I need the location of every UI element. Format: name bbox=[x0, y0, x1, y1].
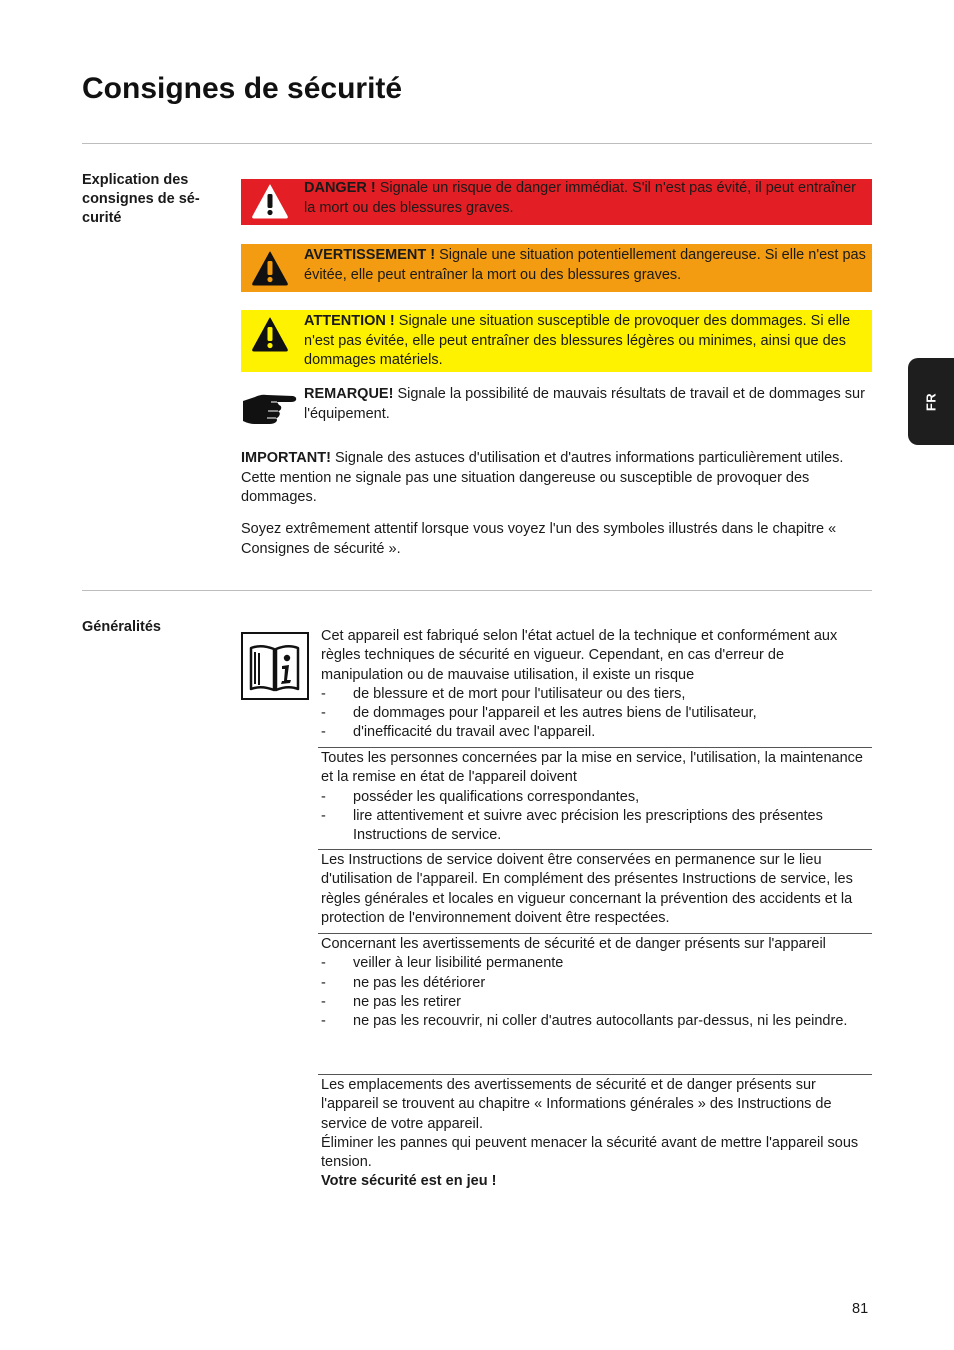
generalites-intro: Cet appareil est fabriqué selon l'état actuel de la technique et conformément aux règles techniques de sécurité en vigueur. Cependant, en cas d'erreur de manipulation ou de mauvaise utilisation, il existe un risque bbox=[321, 628, 838, 683]
page-number: 81 bbox=[852, 1301, 869, 1317]
safety-emphasis: Votre sécurité est en jeu ! bbox=[321, 1173, 497, 1190]
list-item: - ne pas les détériorer bbox=[318, 974, 870, 993]
warnings-intro: Concernant les avertissements de sécurité et de danger présents sur l'appareil bbox=[321, 936, 826, 952]
section-label-generalites: Généralités bbox=[82, 619, 161, 635]
label-line: curité bbox=[82, 210, 122, 226]
attention-keyword: ATTENTION ! bbox=[304, 313, 395, 329]
list-item: - de blessure et de mort pour l'utilisateur ou des tiers, bbox=[318, 685, 870, 704]
locations-text: Les emplacements des avertissements de sécurité et de danger présents sur l'appareil se trouvent au chapitre « Informations générales » des Instructions de service de votre appareil. bbox=[321, 1077, 832, 1132]
language-tab bbox=[908, 358, 954, 445]
avertissement-box bbox=[241, 244, 872, 292]
list-item: - posséder les qualifications correspondantes, bbox=[318, 788, 870, 807]
list-item: - veiller à leur lisibilité permanente bbox=[318, 954, 870, 973]
list-item: - de dommages pour l'appareil et les autres biens de l'utilisateur, bbox=[318, 704, 870, 723]
section-divider bbox=[82, 590, 872, 591]
pointing-hand-icon bbox=[241, 389, 297, 425]
language-tab-label: FR bbox=[923, 392, 939, 411]
generalites-block-3 bbox=[318, 851, 870, 928]
warnings-list bbox=[318, 954, 870, 1031]
warning-triangle-icon bbox=[251, 250, 289, 286]
attention-box bbox=[241, 310, 872, 372]
list-item: - d'inefficacité du travail avec l'appareil. bbox=[318, 723, 870, 742]
risk-list bbox=[318, 685, 870, 743]
attention-text bbox=[304, 312, 868, 371]
list-item: - ne pas les retirer bbox=[318, 993, 870, 1012]
danger-text bbox=[304, 179, 868, 218]
warning-triangle-icon bbox=[251, 183, 289, 219]
generalites-block-4 bbox=[318, 935, 870, 1031]
remarque-keyword: REMARQUE! bbox=[304, 386, 394, 402]
title-divider bbox=[82, 143, 872, 144]
block-separator bbox=[318, 849, 872, 850]
manual-info-icon bbox=[241, 632, 309, 700]
block-separator bbox=[318, 1074, 872, 1075]
instructions-text: Les Instructions de service doivent être conservées en permanence sur le lieu d'utilisation de l'appareil. En complément des présentes Instructions de service, les règles générales et locales en vigueur concernant la prévention des accidents et la protection de l'environnement doivent être respectées. bbox=[321, 852, 853, 926]
danger-box bbox=[241, 179, 872, 225]
warning-triangle-icon bbox=[251, 316, 289, 352]
generalites-block-2 bbox=[318, 749, 870, 845]
label-line: Explication des bbox=[82, 172, 189, 188]
label-line: consignes de sé- bbox=[82, 191, 200, 207]
remarque-description: Signale la possibilité de mauvais résultats de travail et de dommages sur l'équipement. bbox=[304, 386, 865, 422]
important-description: Signale des astuces d'utilisation et d'autres informations particulièrement utiles. Cette mention ne signale pas une situation dangereuse ou susceptible de provoquer des dommages. bbox=[241, 450, 844, 505]
remarque-text bbox=[304, 385, 868, 424]
attention-description: Signale une situation susceptible de provoquer des dommages. Si elle n'est pas évitée, elle peut entraîner des blessures légères ou minimes, ainsi que des dommages matériels. bbox=[304, 313, 851, 368]
generalites-block-1 bbox=[318, 627, 870, 743]
block-separator bbox=[318, 747, 872, 748]
avertissement-text bbox=[304, 246, 868, 285]
list-item: - lire attentivement et suivre avec précision les prescriptions des présentes Instructions de service. bbox=[318, 807, 870, 846]
avertissement-description: Signale une situation potentiellement dangereuse. Si elle n'est pas évitée, elle peut entraîner la mort ou des blessures graves. bbox=[304, 247, 866, 283]
generalites-block-5 bbox=[318, 1076, 870, 1192]
important-keyword: IMPORTANT! bbox=[241, 450, 331, 466]
danger-description: Signale un risque de danger immédiat. S'il n'est pas évité, il peut entraîner la mort ou des blessures graves. bbox=[304, 180, 856, 216]
eliminate-faults-text: Éliminer les pannes qui peuvent menacer la sécurité avant de mettre l'appareil sous tension. bbox=[321, 1134, 859, 1171]
personnel-list bbox=[318, 788, 870, 846]
section-label-explication bbox=[82, 171, 222, 228]
important-paragraph bbox=[241, 449, 872, 508]
soyez-paragraph: Soyez extrêmement attentif lorsque vous voyez l'un des symboles illustrés dans le chapitre « Consignes de sécurité ». bbox=[241, 521, 837, 557]
remarque-box bbox=[241, 385, 872, 427]
avertissement-keyword: AVERTISSEMENT ! bbox=[304, 247, 436, 263]
personnel-intro: Toutes les personnes concernées par la mise en service, l'utilisation, la maintenance et la remise en état de l'appareil doivent bbox=[321, 750, 863, 786]
list-item: - ne pas les recouvrir, ni coller d'autres autocollants par-dessus, ni les peindre. bbox=[318, 1012, 870, 1031]
block-separator bbox=[318, 933, 872, 934]
page-title: Consignes de sécurité bbox=[82, 72, 403, 105]
danger-keyword: DANGER ! bbox=[304, 180, 376, 196]
